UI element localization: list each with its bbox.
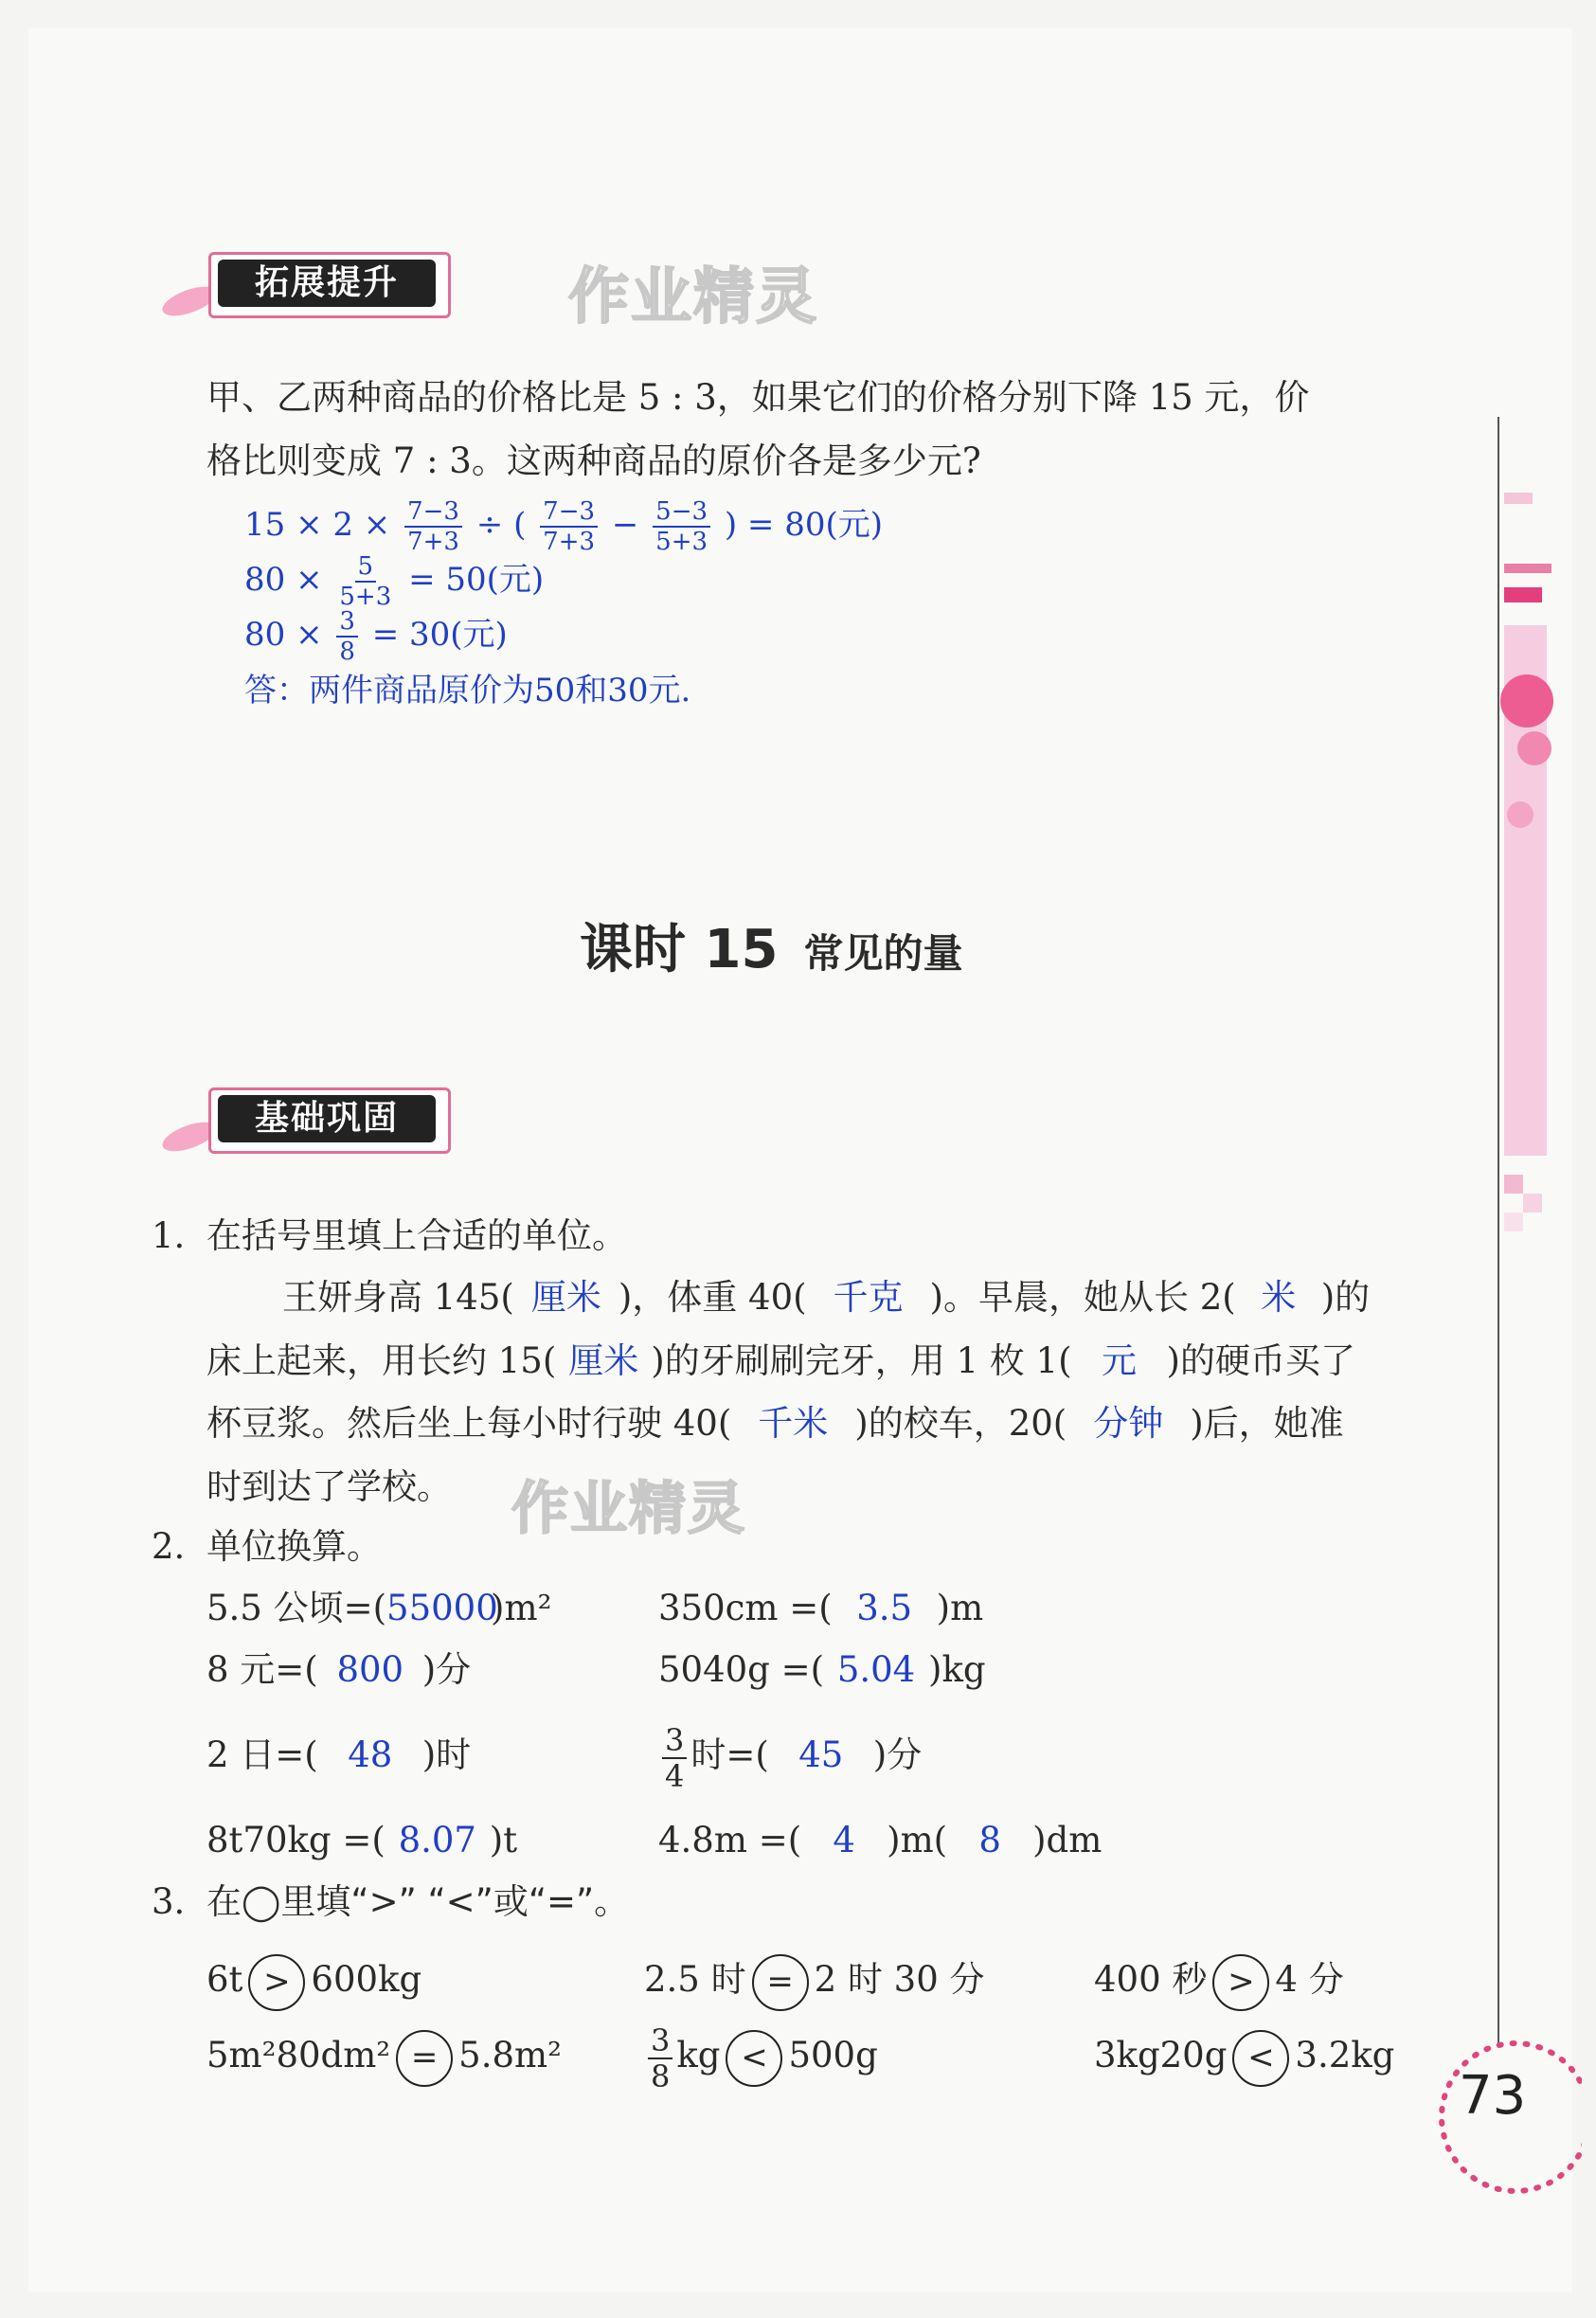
question-1-line2 [206,1338,1355,1385]
question-3-label: 3. [152,1881,186,1922]
q-text: 4 分 [1275,1959,1344,2000]
eq-text: − [611,506,639,544]
q-text: )分 [421,1649,472,1690]
compare-2-1 [206,2027,562,2087]
extension-problem-line1: 甲、乙两种商品的价格比是 5 : 3，如果它们的价格分别下降 15 元，价 [206,377,1310,418]
question-3-prompt: 在◯里填“>” “<”或“=”。 [206,1881,630,1922]
eq-text: ) = 80(元) [724,506,884,544]
q-text: )后，她准 [1190,1403,1344,1444]
answer-blank[interactable]: 千米 [758,1403,829,1444]
solution-answer: 答：两件商品原价为50和30元. [244,672,691,710]
answer-blank[interactable]: 厘米 [530,1277,601,1318]
q-text: )分 [872,1734,923,1775]
fraction-denominator: 7+3 [543,528,596,556]
q-text: 8t70kg =( [206,1820,386,1860]
comparison-circle[interactable]: < [726,2030,782,2087]
q-text: )t [489,1820,518,1860]
solution-equation-1 [244,497,883,554]
q-text: )kg [928,1649,986,1690]
answer-blank[interactable]: 3.5 [856,1588,913,1628]
comparison-circle[interactable]: < [1232,2030,1289,2087]
fraction-denominator: 8 [339,638,355,666]
q-text: )。早晨，她从长 2( [929,1277,1236,1318]
eq-text: = 30(元) [371,616,508,654]
q-text: 500g [788,2035,878,2075]
q-text: 350cm =( [658,1588,833,1628]
fraction [540,499,598,554]
conversion-row-2b [658,1646,986,1694]
extension-problem-line2: 格比则变成 7 : 3。这两种商品的原价各是多少元? [206,440,981,481]
conversion-row-1b [658,1585,983,1632]
page-number: 73 [1459,2065,1527,2127]
answer-blank[interactable]: 米 [1261,1277,1297,1318]
q-text: 6t [206,1959,243,2000]
fraction [336,609,358,664]
q-text: )m [936,1588,984,1628]
fraction-denominator: 7+3 [407,528,459,556]
watermark-text: 作业精灵 [568,262,818,332]
fraction-numerator: 3 [662,1725,687,1759]
watermark-text: 作业精灵 [511,1476,746,1542]
question-1-label: 1. [152,1215,186,1256]
fraction [662,1721,687,1794]
comparison-circle[interactable]: > [248,1954,305,2011]
answer-blank[interactable]: 45 [798,1734,844,1775]
fraction-numerator: 3 [336,609,358,638]
conversion-row-3a [206,1732,471,1779]
q-text: 400 秒 [1094,1959,1208,2000]
answer-blank[interactable]: 元 [1102,1340,1138,1381]
banner-label: 拓展提升 [218,260,436,307]
fraction-numerator: 5−3 [653,499,710,528]
q-text: 5.5 公顷=( [206,1588,387,1628]
compare-1-1 [206,1951,421,2011]
fraction-denominator: 5+3 [655,528,708,556]
decorative-flower-strip [1478,417,1553,2046]
q-text: )的牙刷刷完牙，用 1 枚 1( [651,1340,1072,1381]
comparison-circle[interactable]: = [396,2030,453,2087]
q-text: )dm [1032,1820,1103,1860]
solution-equation-3 [244,607,508,664]
q-text: 2 日=( [206,1734,318,1775]
q-text: 8 元=( [206,1649,318,1690]
answer-blank[interactable]: 55000 [386,1588,498,1628]
q-text: )m( [887,1820,948,1860]
answer-blank[interactable]: 8.07 [398,1820,476,1860]
fraction-numerator: 5 [355,554,377,583]
fraction [653,499,710,554]
lesson-subtitle: 常见的量 [803,930,963,977]
q-text: )的校车，20( [854,1403,1067,1444]
eq-text: 15 × 2 × [244,506,391,544]
q-text: 4.8m =( [658,1820,802,1860]
q-text: )的 [1320,1277,1371,1318]
answer-blank[interactable]: 千克 [833,1277,904,1318]
q-text: 5040g =( [658,1649,825,1690]
question-2-prompt: 单位换算。 [206,1526,382,1567]
fraction [648,2022,672,2094]
lesson-title: 课时 15 [580,919,779,980]
eq-text: ÷ ( [475,506,527,544]
banner-label: 基础巩固 [218,1095,436,1142]
fraction [404,499,462,554]
q-text: 3kg20g [1094,2035,1228,2075]
eq-text: 80 × [244,616,323,654]
q-text: )时 [421,1734,472,1775]
eq-text: 80 × [244,561,323,599]
q-text: 5.8m² [458,2035,562,2075]
conversion-row-3b [658,1713,922,1798]
compare-2-3 [1094,2027,1394,2087]
solution-equation-2 [244,552,544,609]
answer-blank[interactable]: 48 [348,1734,393,1775]
q-text: )m² [491,1588,552,1628]
fraction-numerator: 7−3 [404,499,462,528]
fraction-numerator: 3 [648,2025,672,2059]
q-text: )，体重 40( [618,1277,807,1318]
q-text: 5m²80dm² [206,2035,391,2075]
q-text: 王妍身高 145( [282,1277,514,1318]
conversion-row-1a [206,1585,551,1632]
question-1-prompt: 在括号里填上合适的单位。 [206,1215,627,1256]
comparison-circle[interactable]: = [752,1954,809,2011]
conversion-row-4b [658,1817,1102,1864]
conversion-row-4a [206,1817,517,1864]
section-banner-extension [152,235,474,330]
q-text: )的硬币买了 [1166,1340,1355,1381]
q-text: 2.5 时 [644,1959,746,2000]
q-text: 床上起来，用长约 15( [206,1340,557,1381]
q-text: 3.2kg [1295,2035,1395,2075]
question-2-label: 2. [152,1526,186,1567]
q-text: 2 时 30 分 [814,1959,985,2000]
answer-blank[interactable]: 4 [833,1820,855,1860]
q-text: 600kg [311,1959,422,2000]
fraction-denominator: 8 [651,2057,671,2094]
lesson-heading [580,907,963,983]
answer-blank[interactable]: 分钟 [1093,1403,1164,1444]
answer-blank[interactable]: 5.04 [836,1649,916,1690]
compare-1-2 [644,1951,985,2011]
eq-text: = 50(元) [408,561,545,599]
answer-blank[interactable]: 厘米 [568,1340,639,1381]
q-text: 杯豆浆。然后坐上每小时行驶 40( [206,1403,732,1444]
question-1-line3 [206,1400,1344,1447]
q-text: 时=( [690,1734,769,1775]
question-1-line1 [282,1274,1370,1321]
compare-1-3 [1094,1951,1344,2011]
comparison-circle[interactable]: > [1212,1954,1269,2011]
answer-blank[interactable]: 8 [978,1820,1001,1860]
question-1-line4: 时到达了学校。 [206,1466,452,1507]
compare-2-2 [644,2013,878,2098]
fraction [336,554,394,609]
conversion-row-2a [206,1646,471,1694]
fraction-denominator: 4 [665,1757,685,1794]
fraction-numerator: 7−3 [540,499,598,528]
section-banner-basic [152,1070,474,1165]
q-text: kg [676,2035,721,2075]
fraction-denominator: 5+3 [339,583,392,611]
answer-blank[interactable]: 800 [336,1649,404,1690]
